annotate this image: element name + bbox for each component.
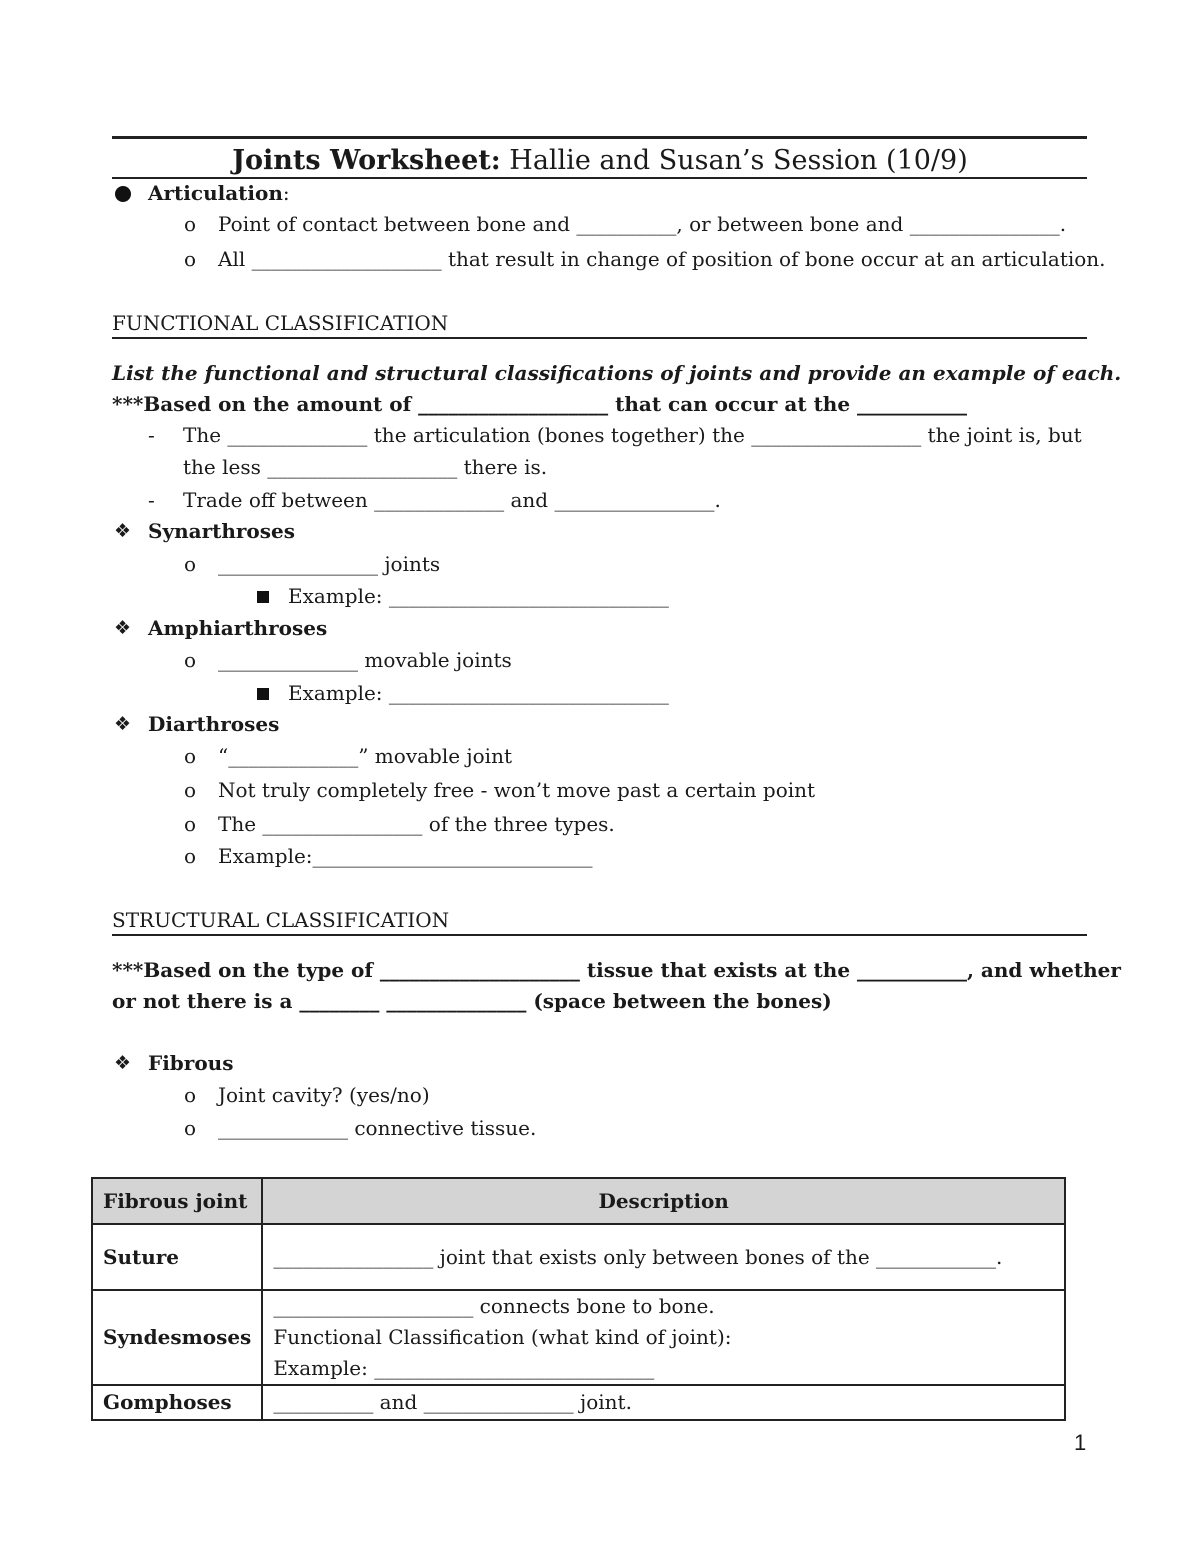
sub-bullet: o bbox=[184, 648, 197, 672]
diarthroses-item-4: Example:____________________________ bbox=[218, 844, 593, 868]
bullet-disc-icon bbox=[115, 186, 131, 202]
articulation-heading bbox=[148, 183, 290, 203]
title-top-rule bbox=[112, 136, 1087, 139]
description-line: Functional Classification (what kind of joint): bbox=[273, 1325, 732, 1349]
structural-rule bbox=[112, 934, 1087, 936]
synarthroses-example: Example: ____________________________ bbox=[288, 584, 669, 608]
structural-based-on-2: or not there is a ________ ______________ (space between the bones) bbox=[112, 989, 832, 1013]
functional-rule bbox=[112, 337, 1087, 339]
articulation-item-1: Point of contact between bone and __________, or between bone and _______________. bbox=[218, 212, 1067, 236]
diamond-bullet-icon: ❖ bbox=[114, 520, 132, 542]
table-cell-joint: Gomphoses bbox=[92, 1385, 262, 1420]
fibrous-joint-table bbox=[91, 1177, 1066, 1421]
diamond-bullet-icon: ❖ bbox=[114, 617, 132, 639]
fibrous-label: Fibrous bbox=[148, 1051, 234, 1075]
table-header-joint: Fibrous joint bbox=[92, 1178, 262, 1224]
sub-bullet: o bbox=[184, 1116, 197, 1140]
functional-heading: FUNCTIONAL CLASSIFICATION bbox=[112, 311, 449, 335]
dash-item-1: The ______________ the articulation (bones together) the _________________ the joint is, but bbox=[183, 423, 1082, 447]
table-cell-joint: Suture bbox=[92, 1224, 262, 1290]
diarthroses-item-3: The ________________ of the three types. bbox=[218, 812, 615, 836]
title-bottom-rule bbox=[112, 177, 1087, 179]
page-number: 1 bbox=[1074, 1430, 1087, 1455]
diarthroses-item-2: Not truly completely free - won’t move past a certain point bbox=[218, 778, 816, 802]
diarthroses-item-1: “_____________” movable joint bbox=[218, 744, 512, 768]
description-line: ____________________ connects bone to bone. bbox=[273, 1294, 715, 1318]
sub-bullet: o bbox=[184, 212, 197, 236]
amphiarthroses-example: Example: ____________________________ bbox=[288, 681, 669, 705]
sub-bullet: o bbox=[184, 744, 197, 768]
description-line: ________________ joint that exists only between bones of the ____________. bbox=[273, 1244, 1003, 1269]
square-bullet-icon bbox=[257, 688, 269, 700]
structural-based-on-1: ***Based on the type of ____________________ tissue that exists at the ___________, and whether bbox=[112, 958, 1121, 982]
structural-heading: STRUCTURAL CLASSIFICATION bbox=[112, 908, 450, 932]
sub-bullet: o bbox=[184, 812, 197, 836]
table-row bbox=[92, 1290, 1065, 1385]
sub-bullet: o bbox=[184, 844, 197, 868]
articulation-label: Articulation bbox=[148, 181, 283, 205]
diarthroses-label: Diarthroses bbox=[148, 712, 280, 736]
sub-bullet: o bbox=[184, 247, 197, 271]
fibrous-item-1: Joint cavity? (yes/no) bbox=[218, 1083, 430, 1107]
amphiarthroses-sub: ______________ movable joints bbox=[218, 648, 512, 672]
table-cell-joint: Syndesmoses bbox=[92, 1290, 262, 1385]
sub-bullet: o bbox=[184, 778, 197, 802]
dash-item-1-cont: the less ___________________ there is. bbox=[183, 455, 548, 479]
table-cell-description bbox=[262, 1290, 1065, 1385]
diamond-bullet-icon: ❖ bbox=[114, 713, 132, 735]
dash-bullet: - bbox=[148, 488, 155, 512]
title-bold-part: Joints Worksheet: bbox=[232, 145, 501, 176]
description-line: __________ and _______________ joint. bbox=[273, 1390, 632, 1414]
table-cell-description bbox=[262, 1385, 1065, 1420]
articulation-colon: : bbox=[282, 181, 290, 205]
table-row bbox=[92, 1385, 1065, 1420]
amphiarthroses-label: Amphiarthroses bbox=[148, 616, 328, 640]
dash-bullet: - bbox=[148, 423, 155, 447]
page-title bbox=[0, 147, 1200, 174]
table-header-description: Description bbox=[262, 1178, 1065, 1224]
diamond-bullet-icon: ❖ bbox=[114, 1052, 132, 1074]
sub-bullet: o bbox=[184, 1083, 197, 1107]
fibrous-item-2: _____________ connective tissue. bbox=[218, 1116, 537, 1140]
table-cell-description bbox=[262, 1224, 1065, 1290]
functional-instruction: List the functional and structural classifications of joints and provide an example of each. bbox=[112, 361, 1122, 385]
table-row bbox=[92, 1224, 1065, 1290]
dash-item-2: Trade off between _____________ and ________________. bbox=[183, 488, 721, 512]
synarthroses-label: Synarthroses bbox=[148, 519, 296, 543]
sub-bullet: o bbox=[184, 552, 197, 576]
articulation-item-2: All ___________________ that result in change of position of bone occur at an articulation. bbox=[218, 247, 1106, 271]
table-header-row bbox=[92, 1178, 1065, 1224]
description-line: Example: ____________________________ bbox=[273, 1356, 655, 1380]
functional-based-on: ***Based on the amount of ___________________ that can occur at the ___________ bbox=[112, 392, 968, 416]
synarthroses-sub: ________________ joints bbox=[218, 552, 441, 576]
title-rest: Hallie and Susan’s Session (10/9) bbox=[500, 145, 968, 176]
square-bullet-icon bbox=[257, 591, 269, 603]
